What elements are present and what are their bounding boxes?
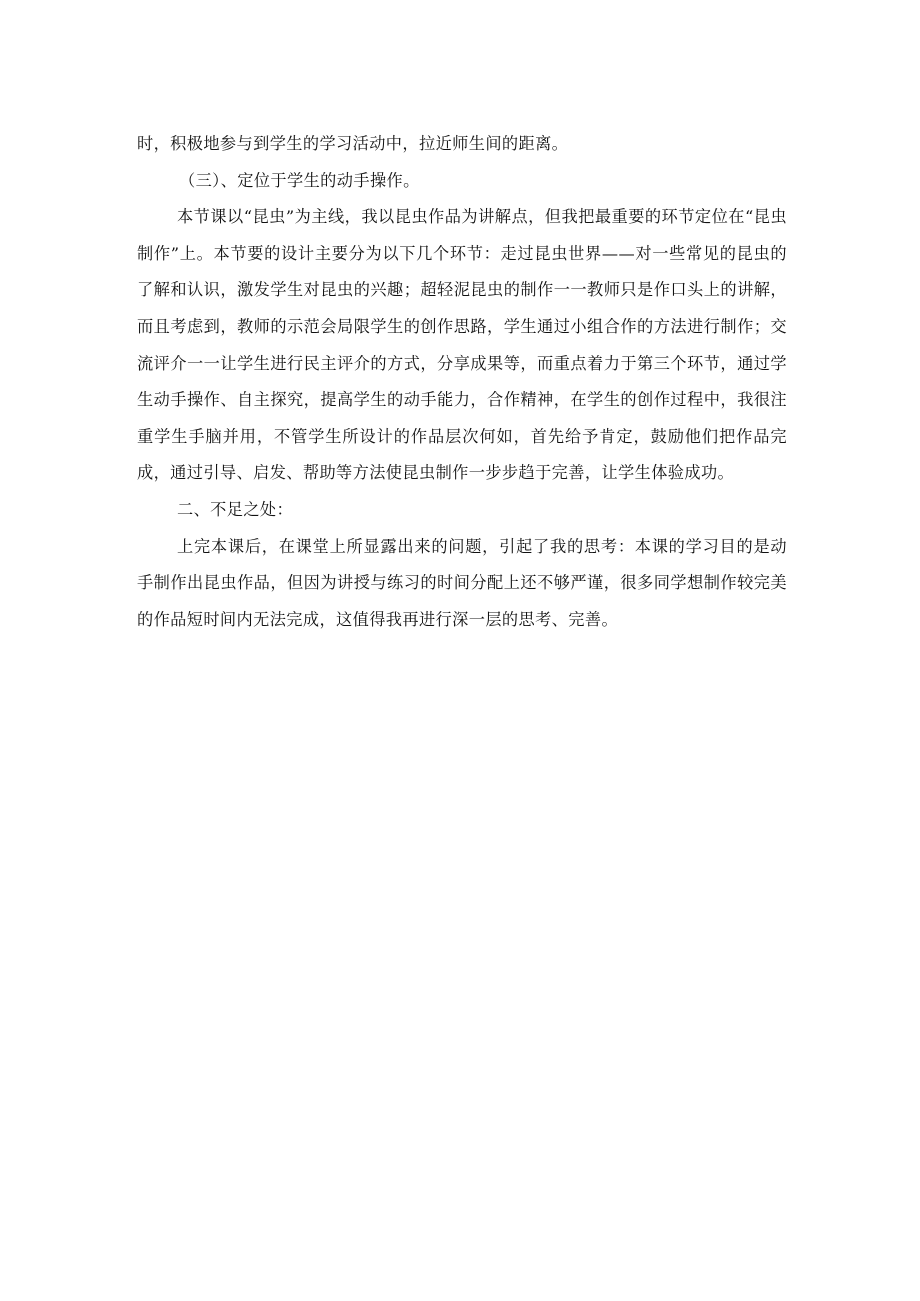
paragraph-lesson-design: 本节课以“昆虫”为主线，我以昆虫作品为讲解点，但我把最重要的环节定位在“昆虫制作”上。本节要的设计主要分为以下几个环节：走过昆虫世界——对一些常见的昆虫的了解和认识，激发学生对昆虫的兴趣；超轻泥昆虫的制作一一教师只是作口头上的讲解，而且考虑到，教师的示范会局限学生的创作思路，学生通过小组合作的方法进行制作；交流评介一一让学生进行民主评介的方式，分享成果等，而重点着力于第三个环节，通过学生动手操作、自主探究，提高学生的动手能力，合作精神，在学生的创作过程中，我很注重学生手脑并用，不管学生所设计的作品层次何如，首先给予肯定，鼓励他们把作品完成，通过引导、启发、帮助等方法使昆虫制作一步步趋于完善，让学生体验成功。 — [137, 207, 787, 483]
paragraph-reflection: 上完本课后，在课堂上所显露出来的问题，引起了我的思考：本课的学习目的是动手制作出昆虫作品，但因为讲授与练习的时间分配上还不够严谨，很多同学想制作较完美的作品短时间内无法完成，这值得我再进行深一层的思考、完善。 — [137, 536, 787, 629]
paragraph-continuation: 时，积极地参与到学生的学习活动中，拉近师生间的距离。 — [137, 134, 569, 153]
section-heading-shortcomings: 二、不足之处： — [177, 499, 294, 519]
document-body — [137, 126, 787, 638]
section-heading-hands-on: （三）、定位于学生的动手操作。 — [179, 170, 420, 190]
